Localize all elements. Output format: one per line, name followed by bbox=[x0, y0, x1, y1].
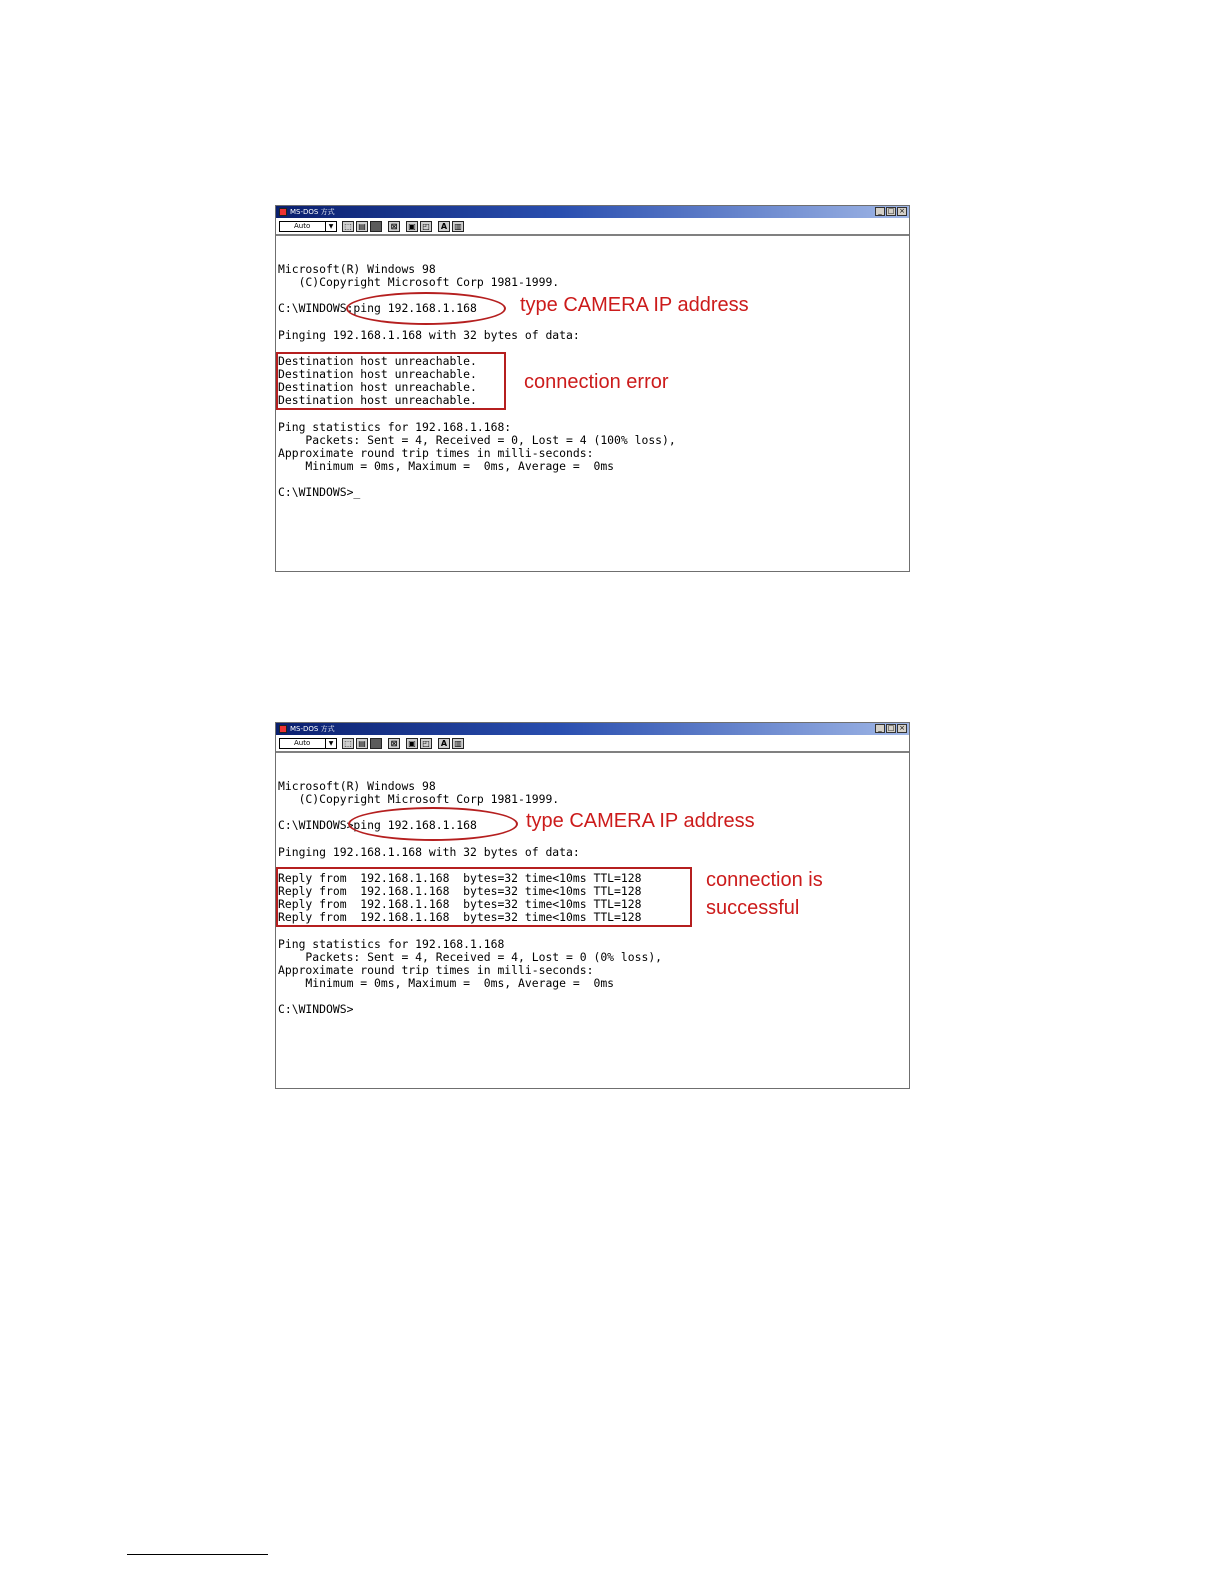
chevron-down-icon: ▼ bbox=[325, 222, 336, 231]
console-line: Minimum = 0ms, Maximum = 0ms, Average = 0ms bbox=[278, 459, 615, 473]
console-reply-line: Reply from 192.168.1.168 bytes=32 time<10ms TTL=128 bbox=[278, 910, 642, 924]
window-title: MS-DOS 方式 bbox=[290, 725, 335, 733]
toolbar bbox=[276, 735, 909, 753]
paste-icon[interactable] bbox=[370, 738, 382, 749]
console-line: Microsoft(R) Windows 98 bbox=[278, 779, 436, 793]
chevron-down-icon: ▼ bbox=[325, 739, 336, 748]
annotation-ip: type CAMERA IP address bbox=[526, 810, 755, 832]
font-icon[interactable]: A bbox=[438, 221, 450, 232]
ip-highlight-oval bbox=[348, 807, 518, 841]
msdos-icon bbox=[279, 725, 287, 733]
maximize-button[interactable]: □ bbox=[887, 724, 895, 732]
title-bar bbox=[276, 206, 909, 218]
console-line: Ping statistics for 192.168.1.168: bbox=[278, 420, 512, 434]
close-button[interactable]: × bbox=[897, 724, 907, 733]
console-reply-line: Reply from 192.168.1.168 bytes=32 time<10ms TTL=128 bbox=[278, 897, 642, 911]
annotation-result-line1: connection is bbox=[706, 869, 823, 891]
console-error-line: Destination host unreachable. bbox=[278, 380, 477, 394]
console-line: Approximate round trip times in milli-seconds: bbox=[278, 963, 594, 977]
console-error-line: Destination host unreachable. bbox=[278, 354, 477, 368]
console-line: (C)Copyright Microsoft Corp 1981-1999. bbox=[278, 792, 560, 806]
annotation-result: connection error bbox=[524, 371, 669, 393]
error-highlight-box bbox=[276, 352, 506, 410]
annotation-ip: type CAMERA IP address bbox=[520, 294, 749, 316]
console-line: Minimum = 0ms, Maximum = 0ms, Average = 0ms bbox=[278, 976, 615, 990]
font-size-value: Auto bbox=[294, 739, 311, 747]
window-title: MS-DOS 方式 bbox=[290, 208, 335, 216]
console-line: Pinging 192.168.1.168 with 32 bytes of data: bbox=[278, 328, 580, 342]
minimize-button[interactable]: _ bbox=[875, 724, 885, 733]
console-line: Pinging 192.168.1.168 with 32 bytes of data: bbox=[278, 845, 580, 859]
mark-icon[interactable]: ⬚ bbox=[342, 738, 354, 749]
console-error-line: Destination host unreachable. bbox=[278, 367, 477, 381]
dos-window-success bbox=[275, 722, 910, 1089]
font-size-select[interactable] bbox=[279, 738, 337, 749]
properties-icon[interactable]: ▣ bbox=[406, 738, 418, 749]
console-prompt: C:\WINDOWS>_ bbox=[278, 485, 361, 499]
fullscreen-icon[interactable]: ⊠ bbox=[388, 221, 400, 232]
help-icon[interactable]: ▥ bbox=[452, 738, 464, 749]
copy-icon[interactable]: ▤ bbox=[356, 738, 368, 749]
console-reply-line: Reply from 192.168.1.168 bytes=32 time<10ms TTL=128 bbox=[278, 871, 642, 885]
paste-icon[interactable] bbox=[370, 221, 382, 232]
dos-window-error bbox=[275, 205, 910, 572]
close-button[interactable]: × bbox=[897, 207, 907, 216]
console-line: Approximate round trip times in milli-seconds: bbox=[278, 446, 594, 460]
maximize-button[interactable]: □ bbox=[887, 207, 895, 215]
console-line: Microsoft(R) Windows 98 bbox=[278, 262, 436, 276]
console-line: (C)Copyright Microsoft Corp 1981-1999. bbox=[278, 275, 560, 289]
help-icon[interactable]: ▥ bbox=[452, 221, 464, 232]
copy-icon[interactable]: ▤ bbox=[356, 221, 368, 232]
console-reply-line: Reply from 192.168.1.168 bytes=32 time<10ms TTL=128 bbox=[278, 884, 642, 898]
properties-icon[interactable]: ▣ bbox=[406, 221, 418, 232]
console-command-line: C:\WINDOWS:ping 192.168.1.168 bbox=[278, 301, 477, 315]
console-prompt: C:\WINDOWS> bbox=[278, 1002, 354, 1016]
minimize-button[interactable]: _ bbox=[875, 207, 885, 216]
console-command-line: C:\WINDOWS>ping 192.168.1.168 bbox=[278, 818, 477, 832]
footnote-rule bbox=[127, 1554, 268, 1555]
console-error-line: Destination host unreachable. bbox=[278, 393, 477, 407]
toolbar bbox=[276, 218, 909, 236]
background-icon[interactable]: ◰ bbox=[420, 738, 432, 749]
console-line: Ping statistics for 192.168.1.168 bbox=[278, 937, 505, 951]
ip-highlight-oval bbox=[346, 292, 506, 325]
font-size-select[interactable] bbox=[279, 221, 337, 232]
reply-highlight-box bbox=[276, 867, 692, 927]
font-size-value: Auto bbox=[294, 222, 311, 230]
title-bar bbox=[276, 723, 909, 735]
msdos-icon bbox=[279, 208, 287, 216]
console-line: Packets: Sent = 4, Received = 0, Lost = 4 (100% loss), bbox=[278, 433, 676, 447]
mark-icon[interactable]: ⬚ bbox=[342, 221, 354, 232]
annotation-result-line2: successful bbox=[706, 897, 800, 919]
fullscreen-icon[interactable]: ⊠ bbox=[388, 738, 400, 749]
console-line: Packets: Sent = 4, Received = 4, Lost = 0 (0% loss), bbox=[278, 950, 663, 964]
background-icon[interactable]: ◰ bbox=[420, 221, 432, 232]
font-icon[interactable]: A bbox=[438, 738, 450, 749]
